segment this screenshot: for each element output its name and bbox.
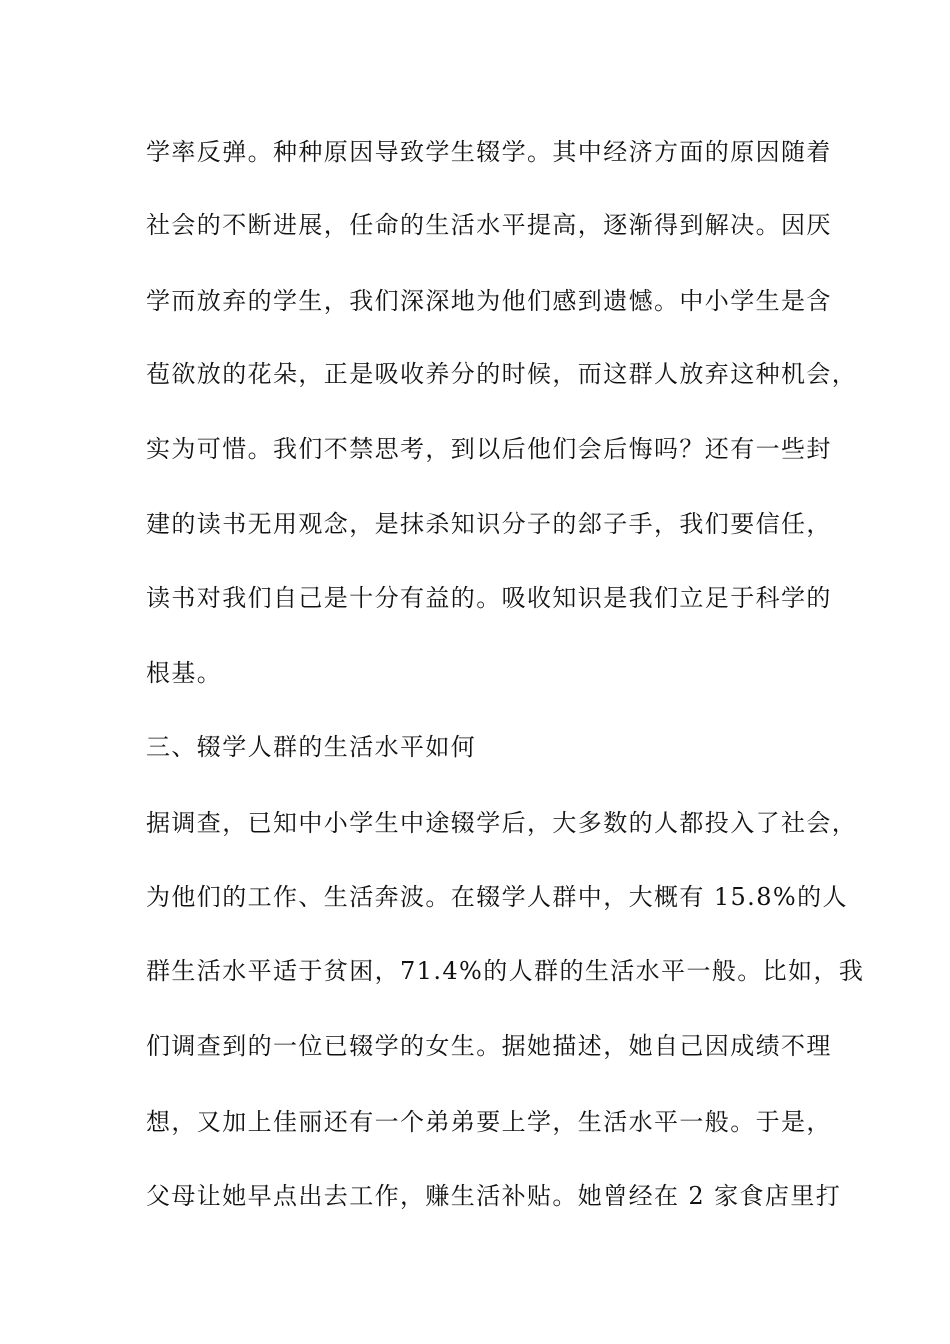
text-line-11: 为他们的工作、生活奔波。在辍学人群中，大概有 15.8%的人 [146, 883, 848, 911]
section-heading: 三、辍学人群的生活水平如何 [146, 733, 477, 761]
text-line-13: 们调查到的一位已辍学的女生。据她描述，她自己因成绩不理 [146, 1032, 832, 1060]
text-line-7: 读书对我们自己是十分有益的。吸收知识是我们立足于科学的 [146, 584, 832, 612]
text-line-1: 学率反弹。种种原因导致学生辍学。其中经济方面的原因随着 [146, 138, 832, 166]
text-line-6: 建的读书无用观念，是抹杀知识分子的郐子手，我们要信任， [146, 510, 832, 538]
text-line-2: 社会的不断进展，任命的生活水平提高，逐渐得到解决。因厌 [146, 211, 832, 239]
text-line-15: 父母让她早点出去工作，赚生活补贴。她曾经在 2 家食店里打 [146, 1182, 842, 1210]
text-line-4: 苞欲放的花朵，正是吸收养分的时候，而这群人放弃这种机会， [146, 360, 858, 388]
text-line-14: 想，又加上佳丽还有一个弟弟要上学，生活水平一般。于是， [146, 1108, 832, 1136]
text-line-12: 群生活水平适于贫困，71.4%的人群的生活水平一般。比如，我 [146, 957, 865, 985]
text-line-10: 据调查，已知中小学生中途辍学后，大多数的人都投入了社会， [146, 809, 858, 837]
text-line-5: 实为可惜。我们不禁思考，到以后他们会后悔吗？还有一些封 [146, 435, 832, 463]
text-line-3: 学而放弃的学生，我们深深地为他们感到遗憾。中小学生是含 [146, 287, 832, 315]
text-line-8: 根基。 [146, 659, 223, 687]
